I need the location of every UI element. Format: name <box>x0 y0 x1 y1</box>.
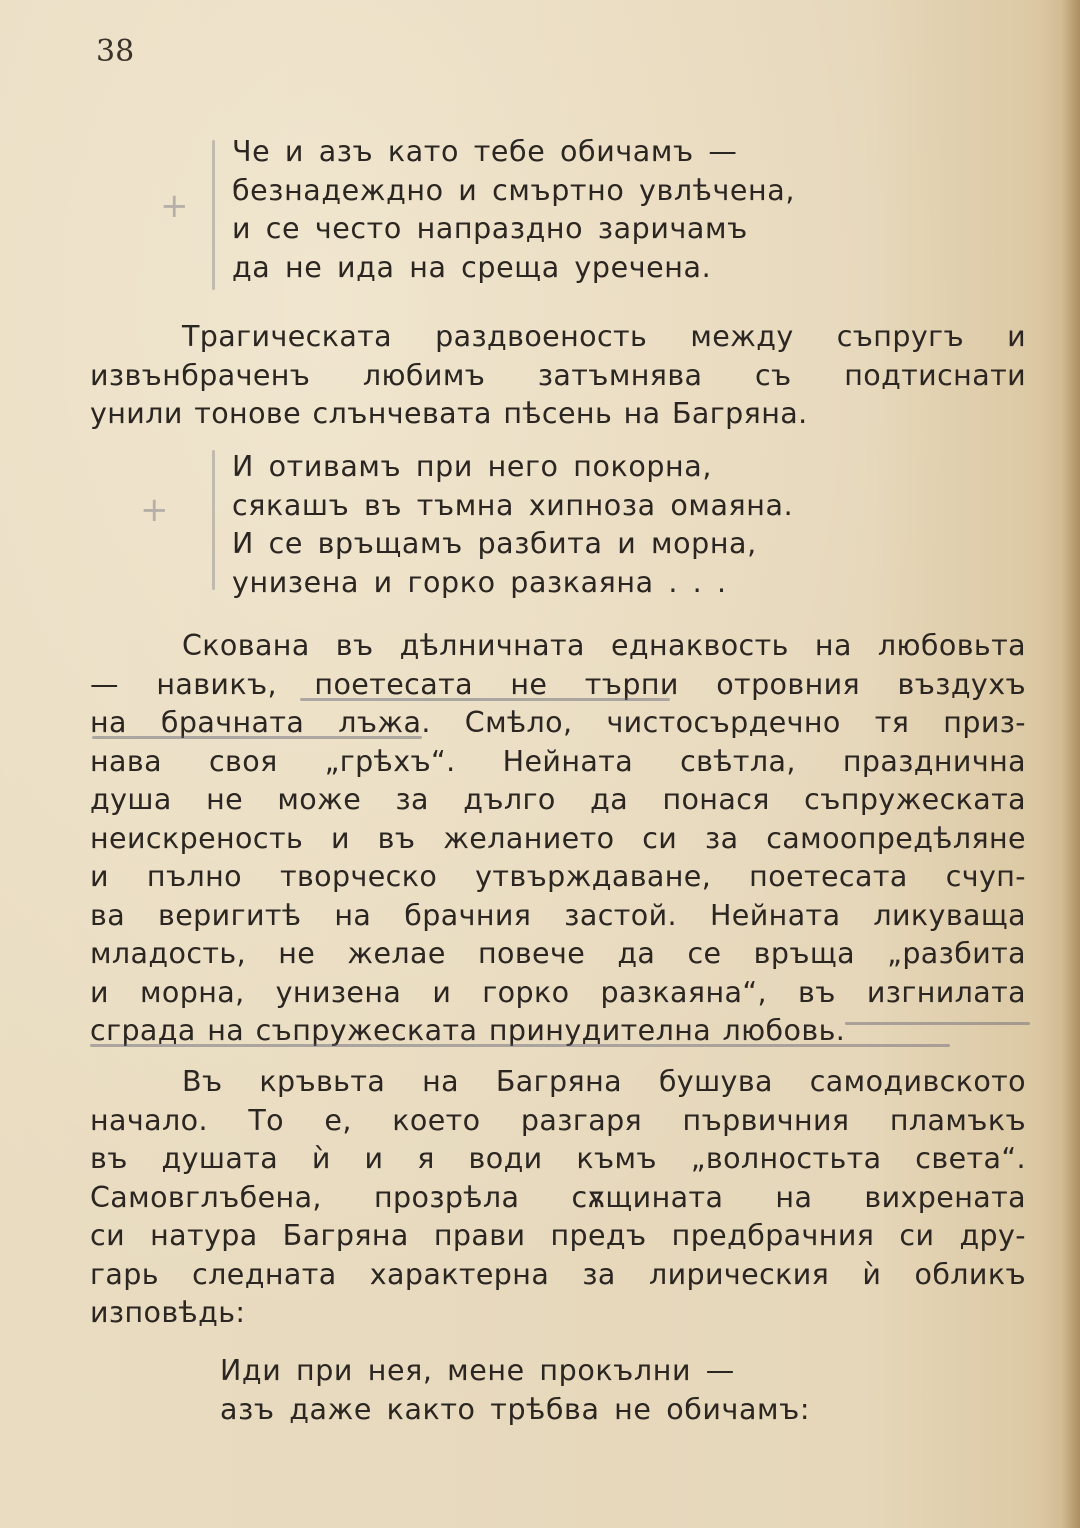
pencil-margin-line <box>212 140 215 290</box>
paragraph-line: неискреность и въ желанието си за самоопредѣляне <box>90 821 1026 855</box>
paragraph-line: начало. То е, което разгаря първичния пламъкъ <box>90 1103 1026 1137</box>
verse-stanza-1 <box>232 133 795 287</box>
paragraph-2 <box>90 627 1026 1051</box>
paragraph-1 <box>90 318 1026 434</box>
verse-line: унизена и горко разкаяна . . . <box>232 565 727 599</box>
verse-line: И отивамъ при него покорна, <box>232 450 713 483</box>
verse-line: И се връщамъ разбита и морна, <box>232 527 757 560</box>
paragraph-line: Самовглъбена, прозрѣла сѫщината на вихрената <box>90 1180 1026 1214</box>
paragraph-line: унили тонове слънчевата пѣсень на Багряна. <box>90 397 808 430</box>
paragraph-line: сграда на съпружеската принудителна любовь. <box>90 1014 846 1047</box>
paragraph-line: и морна, унизена и горко разкаяна“, въ изгнилата <box>90 975 1026 1009</box>
paragraph-line: ва веригитѣ на брачния застой. Нейната ликуваща <box>90 898 1026 932</box>
verse-line: Иди при нея, мене прокълни — <box>220 1354 735 1387</box>
verse-line: безнадеждно и смъртно увлѣчена, <box>232 173 795 207</box>
verse-line: Че и азъ като тебе обичамъ — <box>232 135 738 168</box>
paragraph-3 <box>90 1063 1026 1333</box>
verse-line: сякашъ въ тъмна хипноза омаяна. <box>232 488 794 522</box>
page-number: 38 <box>96 34 135 69</box>
paragraph-line: гарь следната характерна за лирическия ѝ обликъ <box>90 1257 1026 1291</box>
paragraph-line: си натура Багряна прави предъ предбрачния си дру- <box>90 1219 1026 1252</box>
paragraph-line: извънбраченъ любимъ затъмнява съ подтиснати <box>90 358 1026 392</box>
paragraph-line: Трагическата раздвоеность между съпругъ и <box>182 320 1026 353</box>
pencil-underline <box>845 1022 1030 1025</box>
verse-line: азъ даже както трѣбва не обичамъ: <box>220 1392 811 1426</box>
verse-line: и се често напраздно заричамъ <box>232 212 748 245</box>
pencil-margin-mark: + <box>160 186 189 226</box>
pencil-underline <box>90 1044 950 1047</box>
pencil-margin-mark: + <box>140 490 169 530</box>
paragraph-line: — навикъ, поетесата не търпи отровния въздухъ <box>90 667 1026 701</box>
paragraph-line: изповѣдь: <box>90 1296 246 1329</box>
pencil-underline <box>300 698 670 701</box>
verse-stanza-3 <box>220 1352 810 1429</box>
paragraph-line: Въ кръвьта на Багряна бушува самодивското <box>182 1065 1026 1098</box>
pencil-underline <box>92 736 422 739</box>
paragraph-line: душа не може за дълго да понася съпружеската <box>90 783 1026 816</box>
paragraph-line: и пълно творческо утвърждаване, поетесата счуп- <box>90 860 1026 893</box>
paragraph-line: нава своя „грѣхъ“. Нейната свѣтла, празднична <box>90 744 1026 778</box>
paragraph-line: въ душата ѝ и я води къмъ „волностьта света“. <box>90 1142 1026 1175</box>
paragraph-line: младость, не желае повече да се връща „разбита <box>90 937 1026 970</box>
verse-line: да не ида на среща уречена. <box>232 250 712 284</box>
verse-stanza-2 <box>232 448 793 602</box>
paragraph-line: Скована въ дѣлничната еднаквость на любовьта <box>182 629 1026 662</box>
pencil-margin-line <box>212 450 215 590</box>
paragraph-line: на брачната лъжа. Смѣло, чистосърдечно тя приз- <box>90 706 1026 739</box>
page-edge-shadow <box>1062 0 1080 1528</box>
